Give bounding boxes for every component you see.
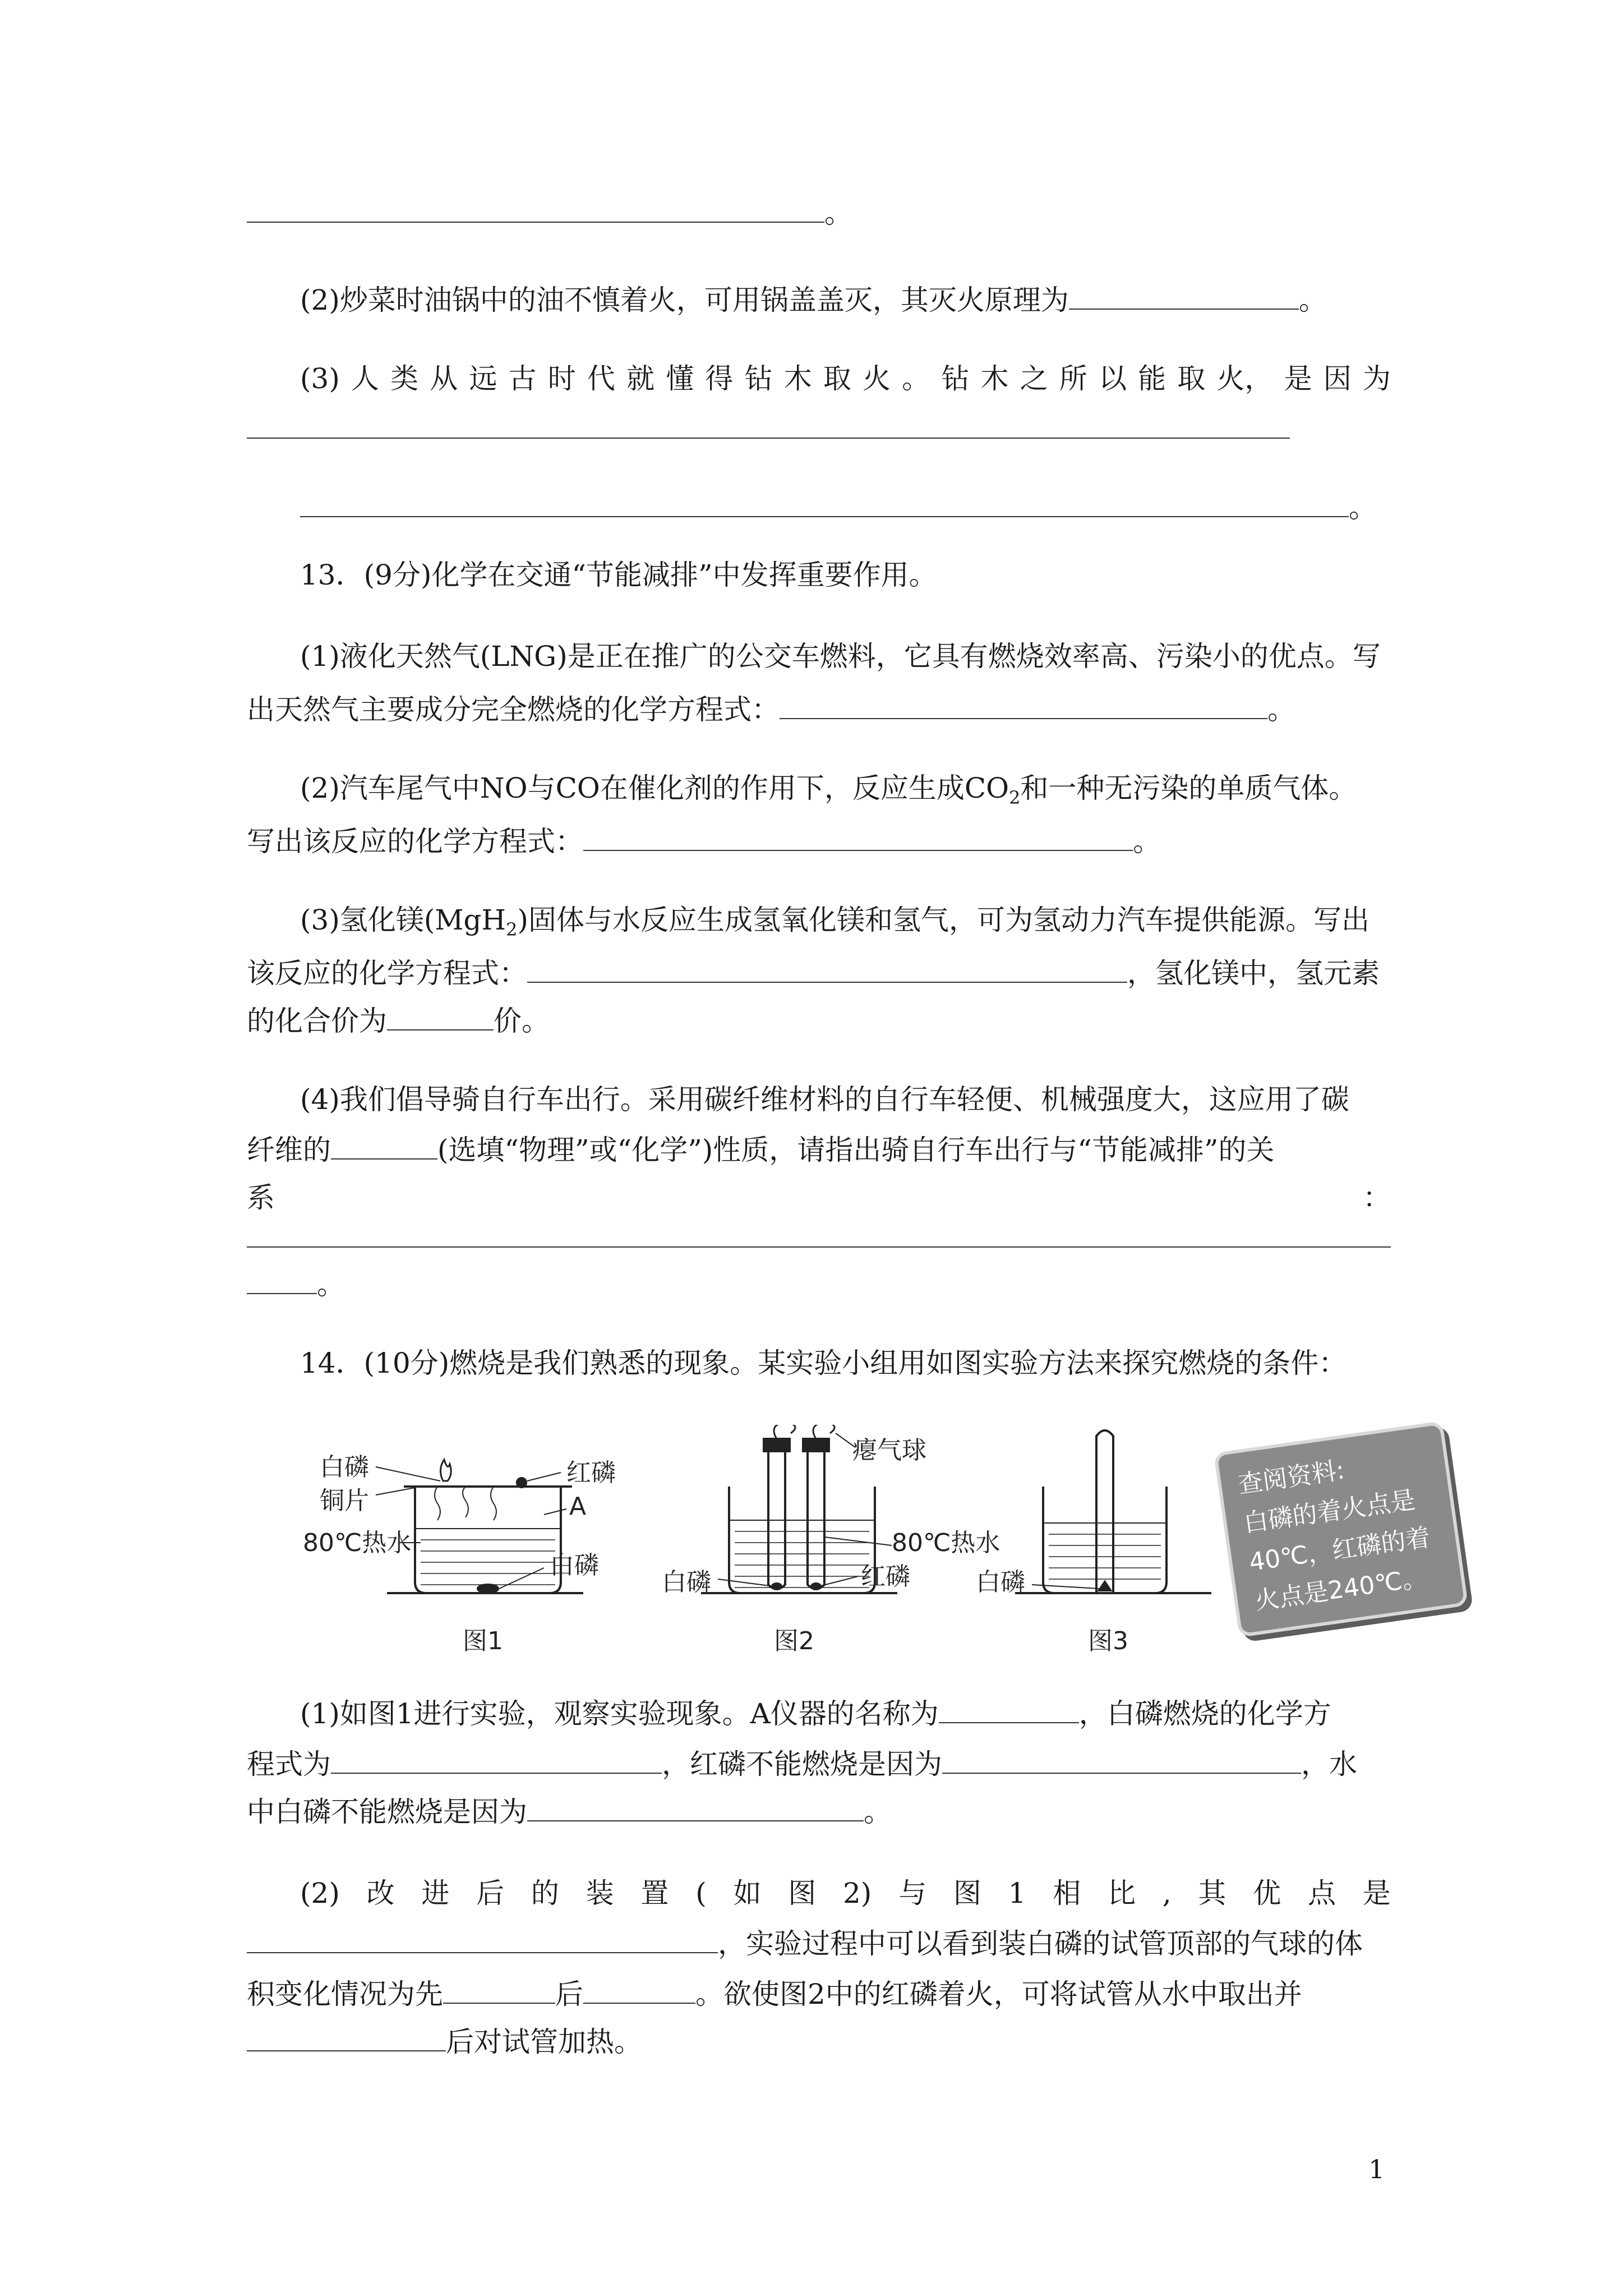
fig2-caption: 图2: [774, 1627, 814, 1655]
spaced-char: 代: [587, 362, 615, 395]
reference-info-card: [1214, 1421, 1468, 1637]
q13-part2-line1: (2)汽车尾气中NO与CO在催化剂的作用下，反应生成$CO_2$和一种无污染的单质气体。: [300, 772, 1357, 808]
fig1-label-red-p: 红磷: [566, 1458, 616, 1487]
answer-blank[interactable]: [1069, 283, 1299, 310]
q14-part1-line1: (1)如图1进行实验，观察实验现象。A仪器的名称为 ，白磷燃烧的化学方: [300, 1697, 1331, 1730]
q12-part3: [300, 359, 1391, 398]
q14-part1-line3: 中白磷不能燃烧是因为 。: [247, 1796, 892, 1828]
q13-part3-line2: 该反应的化学方程式： ，氢化镁中，氢元素: [247, 957, 1380, 990]
q13-part4-line2: 纤维的 (选填“物理”或“化学”)性质，请指出骑自行车出行与“节能减排”的关: [247, 1134, 1275, 1166]
spaced-char: 点: [1307, 1877, 1336, 1910]
spaced-char: 所: [1059, 362, 1087, 395]
spaced-char: 时: [547, 362, 576, 395]
spaced-char: 装: [585, 1877, 614, 1910]
q14-part2-line2: ，实验过程中可以看到装白磷的试管顶部的气球的体: [247, 1924, 1391, 1963]
spaced-char: 钻: [941, 362, 970, 395]
fig1-label-white-p: 白磷: [320, 1453, 369, 1481]
beaker-3: [1043, 1487, 1166, 1593]
spaced-char: 优: [1253, 1877, 1281, 1910]
spaced-char: 木: [783, 362, 812, 395]
test-tube-white-p: [768, 1447, 785, 1589]
q14-part2-line1: [300, 1874, 1391, 1913]
q13-part4-line1: (4)我们倡导骑自行车出行。采用碳纤维材料的自行车轻便、机械强度大，这应用了碳: [300, 1083, 1349, 1116]
red-phosphorus-dot: [517, 1478, 526, 1487]
answer-rule[interactable]: [247, 1246, 1391, 1248]
q13-title: 13．(9分)化学在交通“节能减排”中发挥重要作用。: [300, 559, 937, 591]
spaced-char: 是: [1362, 1877, 1391, 1910]
spaced-char: 相: [1053, 1877, 1081, 1910]
balloon-icon: [813, 1425, 834, 1439]
answer-blank[interactable]: [443, 1977, 555, 2004]
spaced-char: 比: [1107, 1877, 1136, 1910]
q13-part1-line2: 出天然气主要成分完全燃烧的化学方程式： 。: [247, 693, 1295, 726]
fig3-caption: 图3: [1088, 1627, 1128, 1655]
spaced-char: 其: [1198, 1877, 1227, 1910]
fig2-label-red-p: 红磷: [861, 1562, 910, 1591]
spaced-char: 进: [421, 1877, 450, 1910]
page-number: 1: [1368, 2154, 1385, 2184]
spaced-char: 古: [508, 362, 537, 395]
answer-blank[interactable]: [247, 196, 824, 223]
fig1-label-white-p-water: 白磷: [550, 1551, 599, 1580]
spaced-char: 从: [430, 362, 458, 395]
answer-blank[interactable]: [583, 824, 1133, 851]
spaced-char: 火: [863, 362, 891, 395]
spaced-char: 钻: [744, 362, 773, 395]
q14-part1-line2: 程式为 ，红磷不能燃烧是因为 ，水: [247, 1748, 1357, 1780]
q13-part3-line3: 的化合价为 价。: [247, 1005, 550, 1037]
spaced-char: 类: [390, 362, 419, 395]
spaced-char: 置: [640, 1877, 669, 1910]
answer-blank[interactable]: [527, 956, 1127, 983]
spaced-char: 的: [531, 1877, 559, 1910]
spaced-char: 与: [898, 1877, 927, 1910]
spaced-char: 改: [366, 1877, 395, 1910]
spaced-char: 能: [1138, 362, 1166, 395]
spaced-char: 以: [1098, 362, 1127, 395]
fig3-label-white-p: 白磷: [976, 1568, 1025, 1596]
spaced-char: 取: [823, 362, 851, 395]
fig1-label-a: A: [569, 1492, 587, 1521]
q14-part2-line4: 后对试管加热。: [247, 2022, 1391, 2062]
spaced-char: 后: [476, 1877, 505, 1910]
spaced-char: 1: [1008, 1877, 1026, 1910]
q13-part3-line1: (3)氢化镁(MgH$_2$)固体与水反应生成氢氧化镁和氢气，可为氢动力汽车提供能源。写出: [300, 904, 1370, 940]
spaced-char: 火，: [1216, 362, 1273, 395]
fig1-label-water: 80℃热水: [303, 1529, 412, 1557]
answer-blank[interactable]: [331, 1133, 437, 1159]
answer-blank[interactable]: [247, 1267, 317, 1294]
answer-blank[interactable]: [247, 1926, 718, 1953]
card-line-2: 40℃，红磷的着: [1247, 1523, 1432, 1577]
white-phosphorus-underwater: [478, 1585, 498, 1593]
fig1-label-copper: 铜片: [320, 1487, 369, 1515]
answer-blank[interactable]: [387, 1004, 494, 1030]
fig2-label-white-p: 白磷: [662, 1568, 711, 1596]
test-tube-red-p: [808, 1447, 824, 1589]
spaced-char: 得: [705, 362, 734, 395]
spaced-char: 是: [1284, 362, 1312, 395]
spaced-char: 如: [733, 1877, 762, 1910]
q13-part2-line2: 写出该反应的化学方程式： 。: [247, 825, 1161, 858]
spaced-char: 木: [980, 362, 1009, 395]
spaced-char: 图: [788, 1877, 817, 1910]
spaced-char: (: [695, 1877, 707, 1910]
card-line-3: 火点是240℃。: [1252, 1563, 1429, 1616]
card-line-1: 白磷的着火点是: [1242, 1485, 1417, 1538]
figure-3: [1015, 1430, 1211, 1593]
answer-blank[interactable]: [939, 1696, 1079, 1723]
spaced-char: 因: [1323, 362, 1352, 395]
spaced-char: 懂: [666, 362, 694, 395]
q13-part4-line3: 系 ：: [247, 1181, 1391, 1214]
answer-blank[interactable]: [942, 1747, 1301, 1774]
q12-part2: (2)炒菜时油锅中的油不慎着火，可用锅盖盖灭，其灭火原理为 。: [300, 284, 1327, 316]
answer-blank[interactable]: [331, 1747, 662, 1774]
card-title: 查阅资料:: [1236, 1456, 1347, 1499]
spaced-char: 就: [626, 362, 655, 395]
spaced-char: (3): [300, 362, 340, 395]
spaced-char: 为: [1362, 362, 1391, 395]
answer-blank[interactable]: [583, 1977, 695, 2004]
spaced-char: 之: [1020, 362, 1048, 395]
spaced-char: 图: [953, 1877, 981, 1910]
spaced-char: ,: [1162, 1877, 1172, 1910]
q13-part1-line1: (1)液化天然气(LNG)是正在推广的公交车燃料，它具有燃烧效率高、污染小的优点。写: [300, 640, 1381, 673]
spaced-char: 。: [902, 362, 930, 395]
q14-title: 14．(10分)燃烧是我们熟悉的现象。某实验小组用如图实验方法来探究燃烧的条件：: [300, 1347, 1347, 1379]
answer-blank[interactable]: [300, 490, 1349, 517]
flame-icon: [440, 1460, 451, 1481]
spaced-char: 2): [843, 1877, 872, 1910]
spaced-char: 取: [1177, 362, 1206, 395]
fig1-caption: 图1: [463, 1627, 503, 1655]
q14-part2-line3: 积变化情况为先 后 。欲使图2中的红磷着火，可将试管从水中取出并: [247, 1978, 1302, 2010]
q12-part3-answer: 。: [300, 488, 1391, 527]
answer-rule[interactable]: [247, 438, 1290, 439]
spaced-char: 远: [469, 362, 497, 395]
answer-blank[interactable]: [527, 1795, 864, 1821]
inverted-test-tube: [1096, 1430, 1113, 1593]
q13-part4-line5: 。: [247, 1265, 1391, 1304]
spaced-char: (2): [300, 1877, 340, 1910]
balloon-icon: [774, 1425, 795, 1439]
answer-blank[interactable]: [247, 2024, 446, 2051]
fig2-label-balloon: 瘪气球: [852, 1436, 926, 1465]
q12-answer-line: 。: [247, 194, 1391, 233]
fig2-label-water: 80℃热水: [892, 1529, 1000, 1557]
spaced-char: 人: [351, 362, 379, 395]
answer-blank[interactable]: [780, 692, 1267, 719]
